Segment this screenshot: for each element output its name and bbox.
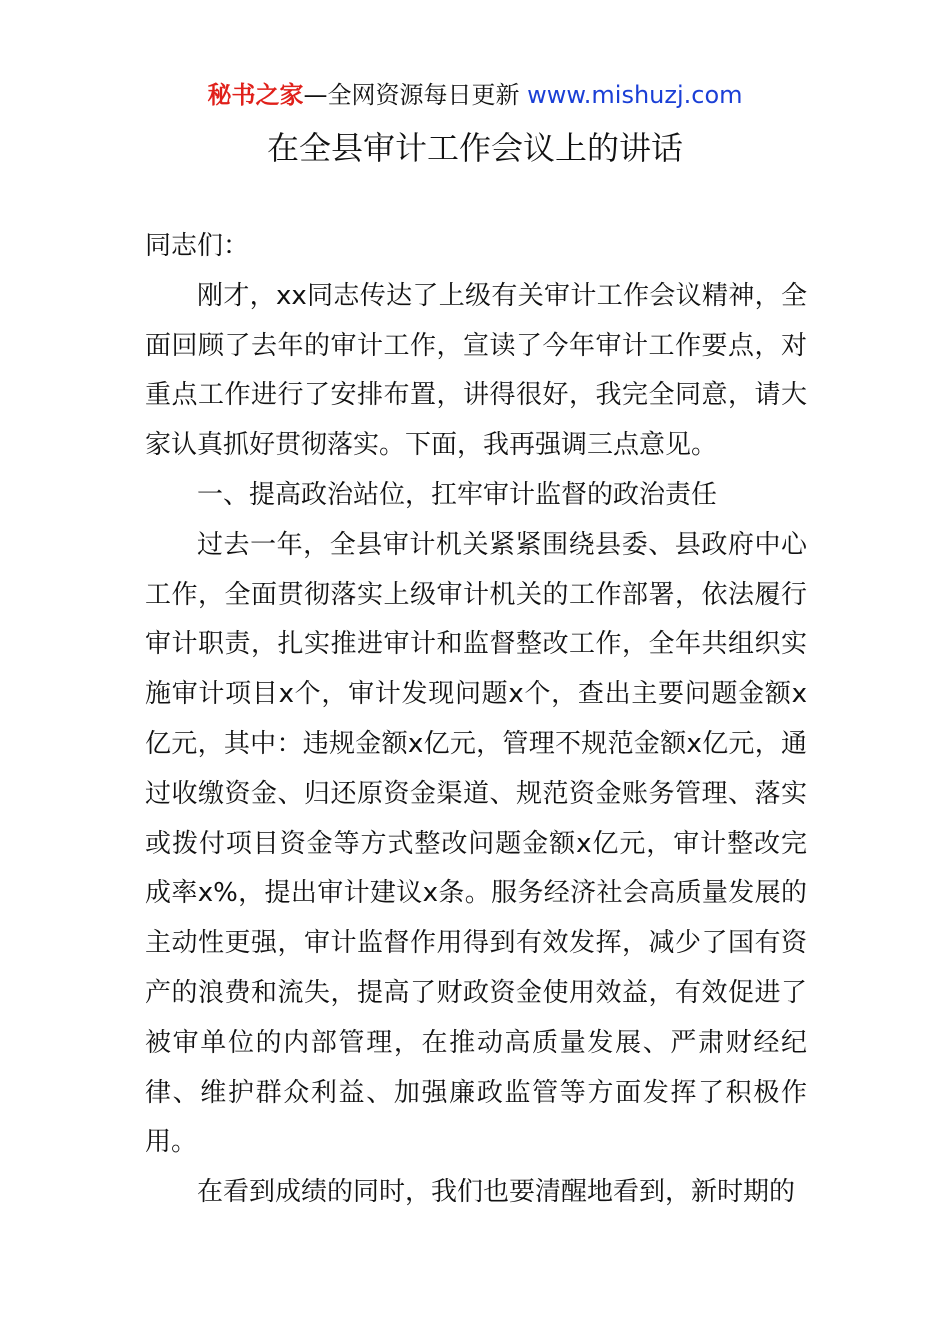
site-header — [0, 78, 950, 112]
site-tagline: —全网资源每日更新 — [303, 81, 528, 109]
site-url-link[interactable]: www.mishuzj.com — [527, 81, 743, 109]
paragraph-challenges: 在看到成绩的同时，我们也要清醒地看到，新时期的 — [197, 1177, 796, 1208]
paragraph-intro: 刚才，xx同志传达了上级有关审计工作会议精神，全面回顾了去年的审计工作，宣读了今年审计工作要点，对重点工作进行了安排布置，讲得很好，我完全同意，请大家认真抓好贯彻落实。下面，我再强调三点意见。 — [145, 280, 807, 461]
document-body — [145, 222, 807, 1218]
paragraph-achievements: 过去一年，全县审计机关紧紧围绕县委、县政府中心工作，全面贯彻落实上级审计机关的工作部署，依法履行审计职责，扎实推进审计和监督整改工作，全年共组织实施审计项目x个，审计发现问题x个，查出主要问题金额x亿元，其中：违规金额x亿元，管理不规范金额x亿元，通过收缴资金、归还原资金渠道、规范资金账务管理、落实或拨付项目资金等方式整改问题金额x亿元，审计整改完成率x%，提出审计建议x条。服务经济社会高质量发展的主动性更强，审计监督作用得到有效发挥，减少了国有资产的浪费和流失，提高了财政资金使用效益，有效促进了被审单位的内部管理，在推动高质量发展、严肃财经纪律、维护群众利益、加强廉政监管等方面发挥了积极作用。 — [145, 529, 807, 1158]
section-heading-1: 一、提高政治站位，扛牢审计监督的政治责任 — [197, 479, 718, 510]
document-title: 在全县审计工作会议上的讲话 — [266, 129, 683, 167]
salutation: 同志们： — [145, 231, 250, 261]
site-brand: 秘书之家 — [207, 81, 304, 109]
